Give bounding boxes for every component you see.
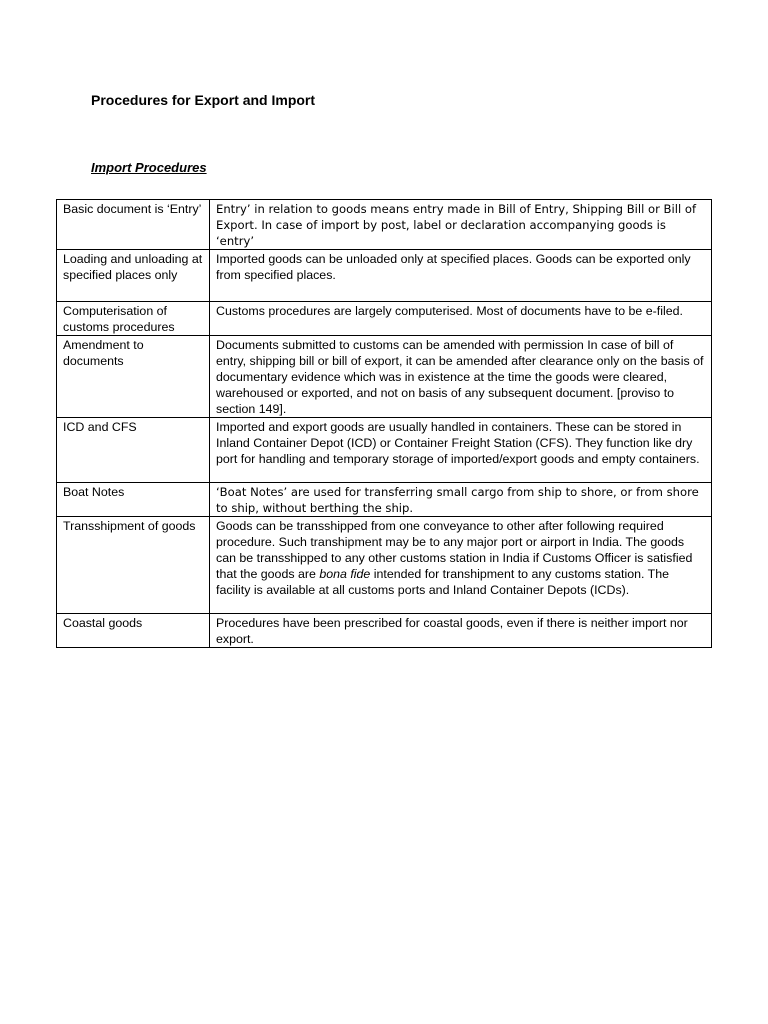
row-description [210,517,712,614]
table-row [57,483,712,517]
table-row [57,200,712,250]
description-text: intended for transhipment to any customs station. The facility is available at all customs ports and Inland Container Depots (ICDs). [216,567,670,597]
row-label: Transshipment of goods [57,517,210,614]
table-row [57,250,712,302]
row-description: Documents submitted to customs can be amended with permission In case of bill of entry, shipping bill or bill of export, it can be amended after clearance only on the basis of documentary evidence which was in existence at the time the goods were cleared, warehoused or exported, and not on basis of any subsequent document. [proviso to section 149]. [210,336,712,418]
row-label: Coastal goods [57,614,210,648]
table-row [57,302,712,336]
row-label: Amendment to documents [57,336,210,418]
row-label: Loading and unloading at specified places only [57,250,210,302]
row-label: Computerisation of customs procedures [57,302,210,336]
table-row [57,418,712,483]
table-row [57,614,712,648]
table-row [57,336,712,418]
row-description: Procedures have been prescribed for coastal goods, even if there is neither import nor export. [210,614,712,648]
table-row [57,517,712,614]
row-description: Imported and export goods are usually handled in containers. These can be stored in Inland Container Depot (ICD) or Container Freight Station (CFS). They function like dry port for handling and temporary storage of imported/export goods and empty containers. [210,418,712,483]
row-description: ‘Boat Notes’ are used for transferring small cargo from ship to shore, or from shore to ship, without berthing the ship. [210,483,712,517]
row-description: Entry’ in relation to goods means entry made in Bill of Entry, Shipping Bill or Bill of Export. In case of import by post, label or declaration accompanying goods is ‘entry’ [210,200,712,250]
page-title: Procedures for Export and Import [91,92,316,108]
description-text: Goods can be transshipped from one conveyance to other after following required procedure. Such transhipment may be to any major port or airport in India. The goods can be transshipped to any other customs station in India if Customs Officer is satisfied that the goods are [216,519,693,581]
procedures-table [56,199,712,648]
italic-term: bona fide [319,567,371,581]
section-heading: Import Procedures [91,160,207,175]
row-label: Basic document is ‘Entry’ [57,200,210,250]
row-label: ICD and CFS [57,418,210,483]
row-description: Imported goods can be unloaded only at specified places. Goods can be exported only from specified places. [210,250,712,302]
row-description: Customs procedures are largely computerised. Most of documents have to be e-filed. [210,302,712,336]
row-label: Boat Notes [57,483,210,517]
